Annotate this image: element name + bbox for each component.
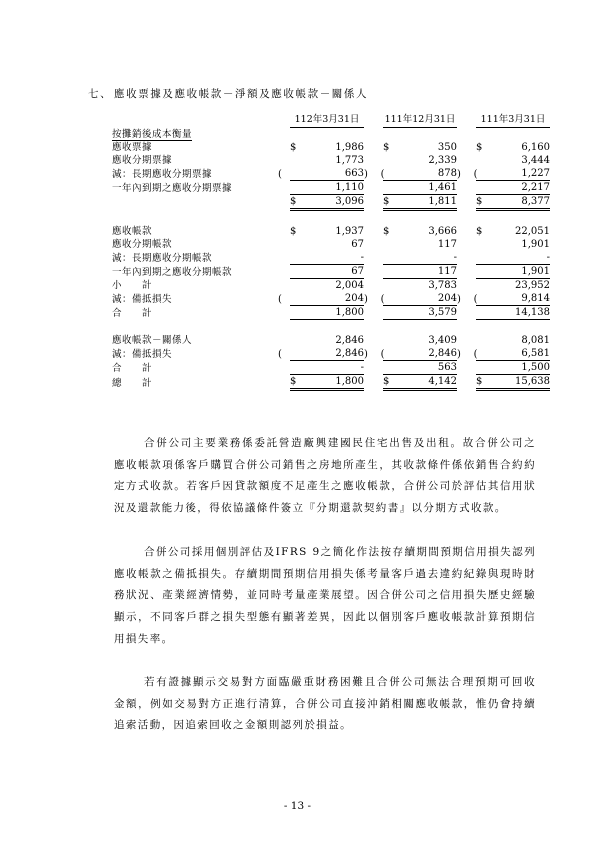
table-row <box>112 181 550 195</box>
row-label: 總 計 <box>112 377 153 389</box>
table-row-total <box>112 195 550 210</box>
table-cell: 2,846 <box>290 347 364 361</box>
table-row-total <box>112 306 550 320</box>
table-cell: 2,217 <box>476 181 550 195</box>
table-cell: 3,409 <box>428 335 457 346</box>
table-cell: - <box>476 251 550 265</box>
table-cell: 1,773 <box>335 155 364 166</box>
row-label: 合 計 <box>112 362 153 374</box>
row-label: 一年內到期之應收分期票據 <box>112 182 233 194</box>
table-cell: 1,811 <box>428 196 457 207</box>
table-cell: 1,110 <box>290 181 364 195</box>
table-cell: 23,952 <box>515 280 550 291</box>
table-cell: 3,096 <box>335 196 364 207</box>
table-cell: 8,377 <box>521 196 550 207</box>
table-cell: 1,901 <box>476 265 550 279</box>
table-row <box>112 154 550 167</box>
table-row-total <box>112 375 550 390</box>
paragraph-expected-credit-loss: 合併公司採用個別評估及IFRS 9之簡化作法按存續期間預期信用損失認列應收帳款之備抵損失。存續期間預期信用損失係考量客戶過去違約紀錄與現時財務狀況、產業經濟情勢，並同時考量產業展望。因合併公司之信用損失歷史經驗顯示，不同客戶群之損失型態有顯著差異，因此以個別客戶應收帳款計算預期信用損失率。 <box>114 546 536 645</box>
paragraph-write-off-policy: 若有證據顯示交易對方面臨嚴重財務困難且合併公司無法合理預期可回收金額，例如交易對方正進行清算，合併公司直接沖銷相關應收帳款，惟仍會持續追索活動，因追索回收之金額則認列於損益。 <box>114 676 536 732</box>
table-row-caption <box>112 128 550 142</box>
table-cell: 1,800 <box>290 306 364 320</box>
table-cell: 14,138 <box>476 306 550 320</box>
table-cell: 3,783 <box>428 280 457 291</box>
paragraph-sales-terms: 合併公司主要業務係委託營造廠興建國民住宅出售及出租。故合併公司之應收帳款項係客戶購買合併公司銷售之房地所產生，其收款條件係依銷售合約約定方式收款。若客戶因貸款額度不足產生之應收帳款，合併公司於評估其信用狀況及還款能力後，得依協議條件簽立『分期還款契約書』以分期方式收款。 <box>114 437 536 515</box>
row-label: 應收帳款－關係人 <box>112 335 193 346</box>
table-cell: 3,444 <box>521 155 550 166</box>
table-row <box>112 141 550 154</box>
column-header: 111年3月31日 <box>476 109 550 128</box>
currency-symbol: $ <box>476 376 483 387</box>
table-row <box>112 238 550 251</box>
table-cell: 2,339 <box>428 155 457 166</box>
table-row: 減：備抵損失 ( 204 ) ( 204 ) ( 9,814 <box>112 293 550 305</box>
currency-symbol: $ <box>383 142 390 153</box>
table-cell: 2,846 <box>335 335 364 346</box>
column-header: 111年12月31日 <box>383 109 457 128</box>
table-row <box>112 361 550 375</box>
table-row <box>112 265 550 279</box>
table-row <box>112 334 550 347</box>
table-cell: 1,500 <box>476 361 550 375</box>
page-number: - 13 - <box>283 800 312 812</box>
table-cell: 878 <box>383 167 457 181</box>
row-label: 減：備抵損失 <box>112 348 173 360</box>
table-cell: 1,800 <box>335 376 364 387</box>
table-cell: 204 <box>383 292 457 306</box>
table-cell: 8,081 <box>521 335 550 346</box>
table-row: 減：備抵損失 ( 2,846 ) ( 2,846 ) ( 6,581 <box>112 348 550 360</box>
table-row <box>112 279 550 293</box>
table-cell: 9,814 <box>476 292 550 306</box>
table-row <box>112 225 550 238</box>
currency-symbol: $ <box>383 226 390 237</box>
table-cell: 15,638 <box>515 376 550 387</box>
table-cell: 1,901 <box>521 239 550 250</box>
table-cell: 6,160 <box>521 142 550 153</box>
table-cell: 1,937 <box>335 226 364 237</box>
table-cell: - <box>383 251 457 265</box>
currency-symbol: $ <box>290 376 297 387</box>
section-number: 七、 <box>88 88 113 100</box>
row-label: 應收分期帳款 <box>112 239 173 250</box>
row-label: 減：長期應收分期票據 <box>112 168 213 180</box>
currency-symbol: $ <box>476 226 483 237</box>
table-cell: 563 <box>383 361 457 375</box>
currency-symbol: $ <box>476 196 483 207</box>
table-caption: 按攤銷後成本衡量 <box>112 129 193 140</box>
currency-symbol: $ <box>383 196 390 207</box>
row-label: 合 計 <box>112 307 153 319</box>
currency-symbol: $ <box>290 142 297 153</box>
table-cell: - <box>290 251 364 265</box>
table-cell: 117 <box>383 265 457 279</box>
table-cell: 2,846 <box>383 347 457 361</box>
row-label: 應收分期票據 <box>112 155 173 166</box>
row-label: 減：備抵損失 <box>112 293 173 305</box>
table-cell: 2,004 <box>335 280 364 291</box>
table-cell: 1,227 <box>476 167 550 181</box>
table-cell: 22,051 <box>515 226 550 237</box>
row-label: 應收票據 <box>112 142 153 153</box>
table-cell: 4,142 <box>428 376 457 387</box>
table-row <box>112 251 550 265</box>
currency-symbol: $ <box>476 142 483 153</box>
section-title <box>88 86 368 101</box>
table-row: 減：長期應收分期票據 ( 663 ) ( 878 ) ( 1,227 <box>112 168 550 180</box>
currency-symbol: $ <box>290 226 297 237</box>
table-cell: 663 <box>290 167 364 181</box>
table-cell: 3,666 <box>428 226 457 237</box>
table-cell: 3,579 <box>383 306 457 320</box>
receivables-table <box>112 109 550 391</box>
table-cell: 1,986 <box>335 142 364 153</box>
section-heading: 應收票據及應收帳款－淨額及應收帳款－關係人 <box>114 88 369 100</box>
table-header-row <box>112 109 550 128</box>
table-cell: 117 <box>437 239 457 250</box>
table-cell: 1,461 <box>383 181 457 195</box>
row-label: 小 計 <box>112 280 153 291</box>
table-cell: 67 <box>290 265 364 279</box>
table-cell: - <box>290 361 364 375</box>
column-header: 112年3月31日 <box>290 109 364 128</box>
table-cell: 6,581 <box>476 347 550 361</box>
table-cell: 350 <box>437 142 457 153</box>
row-label: 應收帳款 <box>112 226 153 237</box>
row-label: 一年內到期之應收分期帳款 <box>112 266 233 278</box>
row-label: 減：長期應收分期帳款 <box>112 252 213 264</box>
table-cell: 67 <box>351 239 364 250</box>
table-cell: 204 <box>290 292 364 306</box>
currency-symbol: $ <box>383 376 390 387</box>
currency-symbol: $ <box>290 196 297 207</box>
